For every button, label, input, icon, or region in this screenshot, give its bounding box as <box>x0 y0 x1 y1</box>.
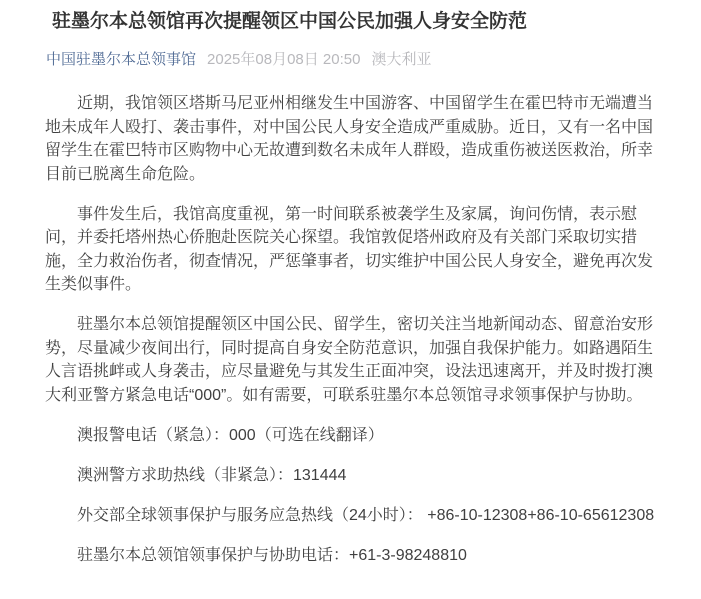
article-paragraph: 事件发生后，我馆高度重视，第一时间联系被袭学生及家属，询问伤情，表示慰问，并委托塔州热心侨胞赴医院关心探望。我馆敦促塔州政府及有关部门采取切实措施，全力救治伤者，彻查情况，严惩肇事者，切实维护中国公民人身安全，避免再次发生类似事件。 <box>45 205 654 293</box>
publish-location: 澳大利亚 <box>371 51 432 68</box>
article-title: 驻墨尔本总领馆再次提醒领区中国公民加强人身安全防范 <box>52 11 528 32</box>
article-body <box>0 92 701 567</box>
article-paragraph: 驻墨尔本总领馆提醒领区中国公民、留学生，密切关注当地新闻动态、留意治安形势，尽量减少夜间出行，同时提高自身安全防范意识，加强自我保护能力。如路遇陌生人言语挑衅或人身袭击，应尽量避免与其发生正面冲突，设法迅速离开，并及时拨打澳大利亚警方紧急电话“000”。如有需要，可联系驻墨尔本总领馆寻求领事保护与协助。 <box>45 316 654 404</box>
contact-line-mfa-hotline: 外交部全球领事保护与服务应急热线（24小时）： +86-10-12308+86-10-65612308 <box>77 506 655 524</box>
contact-line-consulate-phone: 驻墨尔本总领馆领事保护与协助电话：+61-3-98248810 <box>77 546 467 564</box>
publisher-link[interactable]: 中国驻墨尔本总领事馆 <box>46 51 197 68</box>
article-meta <box>0 49 701 70</box>
publish-datetime: 2025年08月08日 20:50 <box>207 51 361 68</box>
contact-line-police-nonemergency: 澳洲警方求助热线（非紧急）：131444 <box>77 466 347 484</box>
article-paragraph: 近期，我馆领区塔斯马尼亚州相继发生中国游客、中国留学生在霍巴特市无端遭当地未成年人殴打、袭击事件，对中国公民人身安全造成严重威胁。近日，又有一名中国留学生在霍巴特市区购物中心无故遭到数名未成年人群殴，造成重伤被送医救治，所幸目前已脱离生命危险。 <box>45 95 654 183</box>
contact-line-police-emergency: 澳报警电话（紧急）：000（可选在线翻译） <box>77 426 384 444</box>
